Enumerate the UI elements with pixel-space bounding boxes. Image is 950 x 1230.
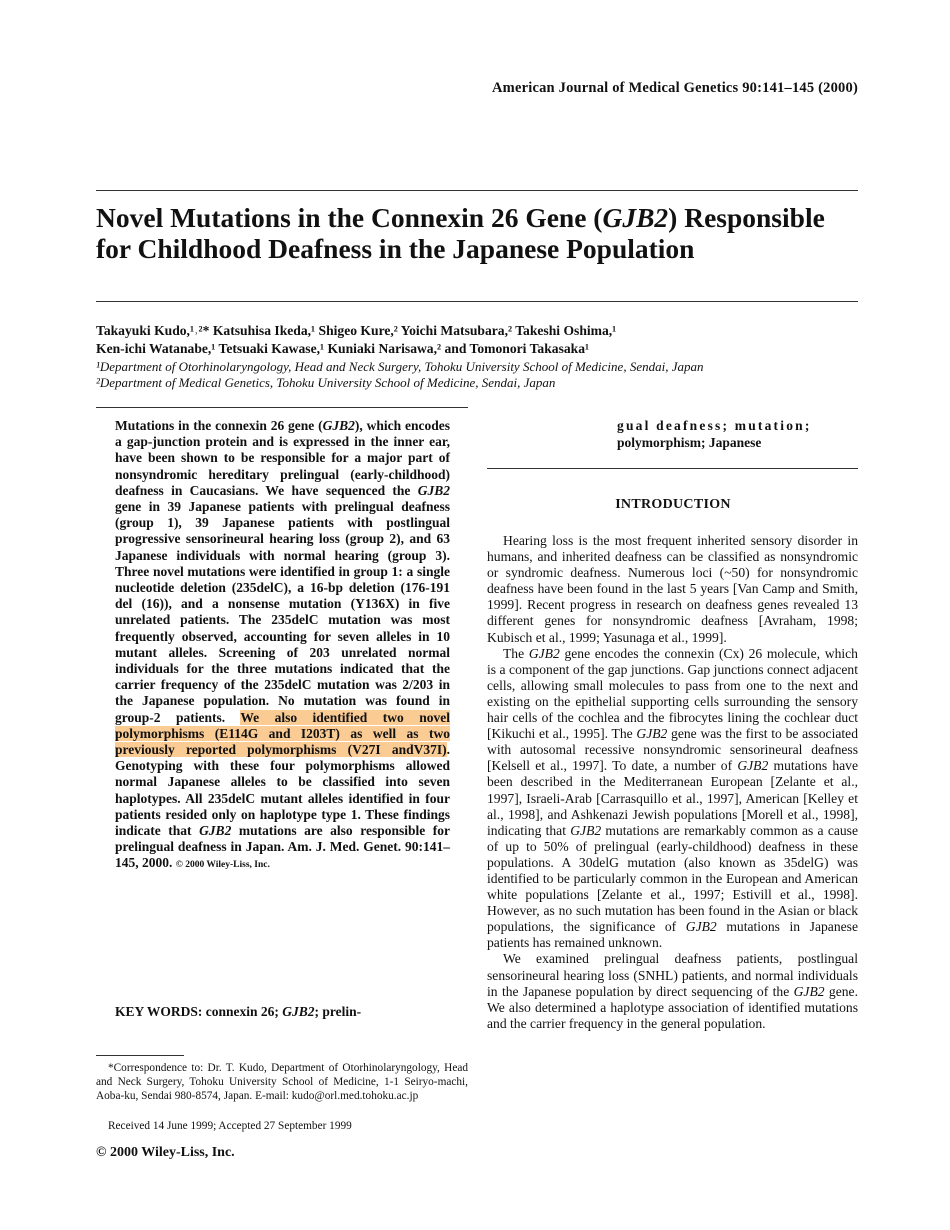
introduction-heading: INTRODUCTION (615, 497, 731, 512)
correspondence-text: *Correspondence to: Dr. T. Kudo, Department of Otorhinolaryngology, Head and Neck Surgery, Tohoku University School of Medicine, 1-1 Seiryo-machi, Aoba-ku, Sendai 980-8574, Japan. E-mail: kudo@orl.med.tohoku.ac.jp (96, 1062, 468, 1102)
keywords-seg-1: KEY WORDS: connexin 26; (115, 1004, 283, 1019)
abstract-seg-4: . Genotyping with these four polymorphisms allowed normal Japanese alleles to be classified into seven haplotypes. All 235delC mutant alleles identified in four patients resided only on haplotype type 1. These findings indicate that (115, 742, 450, 839)
abstract-seg-2: ), which encodes a gap-junction protein and is expressed in the inner ear, have been shown to be responsible for a major part of nonsyndromic hereditary prelingual (early-childhood) deafness in Caucasians. We have sequenced the (115, 418, 450, 498)
p2-seg-b: gene encodes the connexin (Cx) 26 molecule, which is a component of the gap junctions. Gap junctions connect adjacent cells, allowing small molecules to pass from one to the next and existing on the epithelial supporting cells surrounding the sensory hair cells of the cochlea and the fibrocytes lining the cochlear duct [Kikuchi et al., 1995]. The (487, 645, 858, 742)
p2-seg-c: gene was the first to be associated with autosomal recessive nonsyndromic sensorineural deafness [Kelsell et al., 1997]. To date, a number of (487, 726, 858, 774)
keywords-seg-2: ; prelin- (314, 1004, 362, 1019)
authors-line-2: Ken-ichi Watanabe,¹ Tetsuaki Kawase,¹ Kuniaki Narisawa,² and Tomonori Takasaka¹ (96, 341, 590, 356)
footnote-rule (96, 1055, 184, 1056)
top-rule (96, 190, 858, 191)
abstract-gene-1: GJB2 (322, 418, 355, 433)
keywords-cont-line-2: polymorphism; Japanese (617, 434, 762, 450)
authors-line-1: Takayuki Kudo,¹˒²* Katsuhisa Ikeda,¹ Shigeo Kure,² Yoichi Matsubara,² Takeshi Oshima,¹ (96, 323, 617, 338)
p2-seg-d: mutations have been described in the Mediterranean European [Zelante et al., 1997], Israeli-Arab [Carrasquillo et al., 1997], American [Kelley et al., 1998], and Ashkenazi Jewish populations [Morell et al., 1998], indicating that (487, 758, 858, 838)
keywords-cont-line-1: gual deafness; mutation; (617, 418, 812, 433)
abstract-seg-3: gene in 39 Japanese patients with prelingual deafness (group 1), 39 Japanese patients with postlingual progressive sensorineural hearing loss (group 2), and 63 Japanese individuals with normal hearing (group 3). Three novel mutations were identified in group 1: a single nucleotide deletion (235delC), a 16-bp deletion (176-191 del (16)), and a nonsense mutation (Y136X) in five unrelated patients. The 235delC mutation was most frequently observed, accounting for seven alleles in 10 mutant alleles. Screening of 203 unrelated normal individuals for the three mutations indicated that the carrier frequency of the 235delC mutation was 2/203 in the Japanese population. No mutation was found in group-2 patients. (115, 499, 450, 725)
article-title (96, 202, 866, 264)
abstract-seg-1: Mutations in the connexin 26 gene ( (115, 418, 323, 433)
intro-paragraph-3 (487, 951, 858, 1031)
title-part-1: Novel Mutations in the Connexin 26 Gene ( (96, 202, 603, 233)
keywords-continued (617, 418, 857, 451)
keywords-gene: GJB2 (282, 1004, 315, 1019)
correspondence-footnote (96, 1061, 468, 1103)
abstract-rule (96, 407, 468, 408)
p2-gene-5: GJB2 (685, 919, 717, 935)
intro-paragraph-1: Hearing loss is the most frequent inherited sensory disorder in humans, and inherited deafness can be classified as nonsyndromic or syndromic deafness. Numerous loci (~50) for nonsyndromic deafness have been found in the last 5 years [Van Camp and Smith, 1999]. Recent progress in research on deafness genes revealed 13 different genes for nonsyndromic deafness [Avraham, 1998; Kubisch et al., 1999; Yasunaga et al., 1999]. (487, 533, 858, 645)
abstract-highlight[interactable]: We also identified two novel polymorphisms (E114G and I203T) as well as two previously reported polymorphisms (V27I andV37I) (115, 709, 450, 758)
keywords-rule (487, 468, 858, 469)
p3-seg-b: gene. We also determined a haplotype association of identified mutations and the carrier frequency in the general population. (487, 983, 858, 1031)
p2-seg-a: The (503, 645, 529, 661)
publisher-copyright: © 2000 Wiley-Liss, Inc. (96, 1145, 235, 1160)
intro-paragraph-2 (487, 646, 858, 952)
title-gene: GJB2 (602, 202, 669, 233)
p2-gene-2: GJB2 (636, 726, 668, 742)
affiliations (96, 359, 866, 390)
affiliation-1: ¹Department of Otorhinolaryngology, Head and Neck Surgery, Tohoku University School of Medicine, Sendai, Japan (96, 359, 704, 374)
p2-gene-4: GJB2 (570, 822, 602, 838)
abstract-copyright: © 2000 Wiley-Liss, Inc. (175, 860, 270, 871)
title-rule (96, 301, 858, 302)
p2-seg-f: mutations in Japanese patients has remained unknown. (487, 919, 858, 951)
abstract (115, 418, 450, 874)
abstract-seg-5: mutations are also responsible for prelingual deafness in Japan. Am. J. Med. Genet. 90:141–145, 2000. (115, 823, 450, 871)
keywords (115, 1004, 450, 1020)
introduction-body (487, 533, 858, 1032)
p3-seg-a: We examined prelingual deafness patients, postlingual sensorineural hearing loss (SNHL) patients, and normal individuals in the Japanese population by direct sequencing of the (487, 951, 858, 999)
abstract-gene-2: GJB2 (417, 482, 450, 498)
p2-seg-e: mutations are remarkably common as a cause of up to 50% of prelingual (early-childhood) deafness in these populations. A 30delG mutation (also known as 35delG) was identified to be particularly common in the European and American white populations [Zelante et al., 1997; Estivill et al., 1998]. However, as no such mutation has been found in the Asian or black populations, the significance of (487, 822, 859, 935)
p2-gene-1: GJB2 (528, 645, 560, 661)
received-dates: Received 14 June 1999; Accepted 27 September 1999 (108, 1120, 352, 1132)
journal-header: American Journal of Medical Genetics 90:141–145 (2000) (492, 80, 858, 96)
p2-gene-3: GJB2 (737, 758, 769, 774)
abstract-text (115, 418, 450, 874)
p3-gene: GJB2 (793, 983, 825, 999)
author-list (96, 322, 866, 358)
title-part-2: ) Responsible for Childhood Deafness in the Japanese Population (96, 202, 825, 264)
abstract-gene-3: GJB2 (199, 823, 232, 839)
affiliation-2: ²Department of Medical Genetics, Tohoku University School of Medicine, Sendai, Japan (96, 374, 556, 390)
